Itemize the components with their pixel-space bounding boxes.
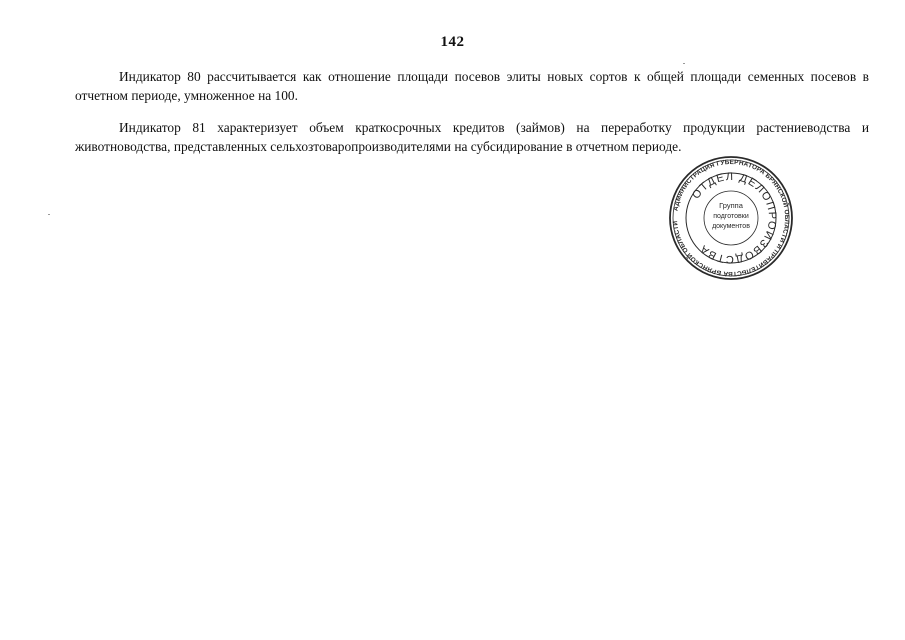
scan-speck xyxy=(48,214,50,215)
stamp-outer-ring-text: АДМИНИСТРАЦИЯ ГУБЕРНАТОРА БРЯНСКОЙ ОБЛАСТИ И ПРАВИТЕЛЬСТВА БРЯНСКОЙ ОБЛАСТИ xyxy=(672,158,791,278)
scan-speck xyxy=(683,63,685,64)
page-number: 142 xyxy=(440,34,465,50)
stamp-seal-graphic xyxy=(668,155,794,281)
official-stamp xyxy=(668,155,794,281)
stamp-center-line-2: подготовки xyxy=(713,213,749,220)
stamp-inner-ring-text: ОТДЕЛ ДЕЛОПРОИЗВОДСТВА xyxy=(690,170,779,266)
paragraph-indicator-80: Индикатор 80 рассчитывается как отношение площади посевов элиты новых сортов к общей площади семенных посевов в отчетном периоде, умноженное на 100. xyxy=(75,69,869,103)
stamp-center-line-1: Группа xyxy=(719,201,743,210)
stamp-center-line-3: документов xyxy=(712,223,750,230)
paragraph-indicator-81: Индикатор 81 характеризует объем краткосрочных кредитов (займов) на переработку продукции растениеводства и животноводства, представленных сельхозтоваропроизводителями на субсидирование в отчетном периоде. xyxy=(75,120,869,154)
